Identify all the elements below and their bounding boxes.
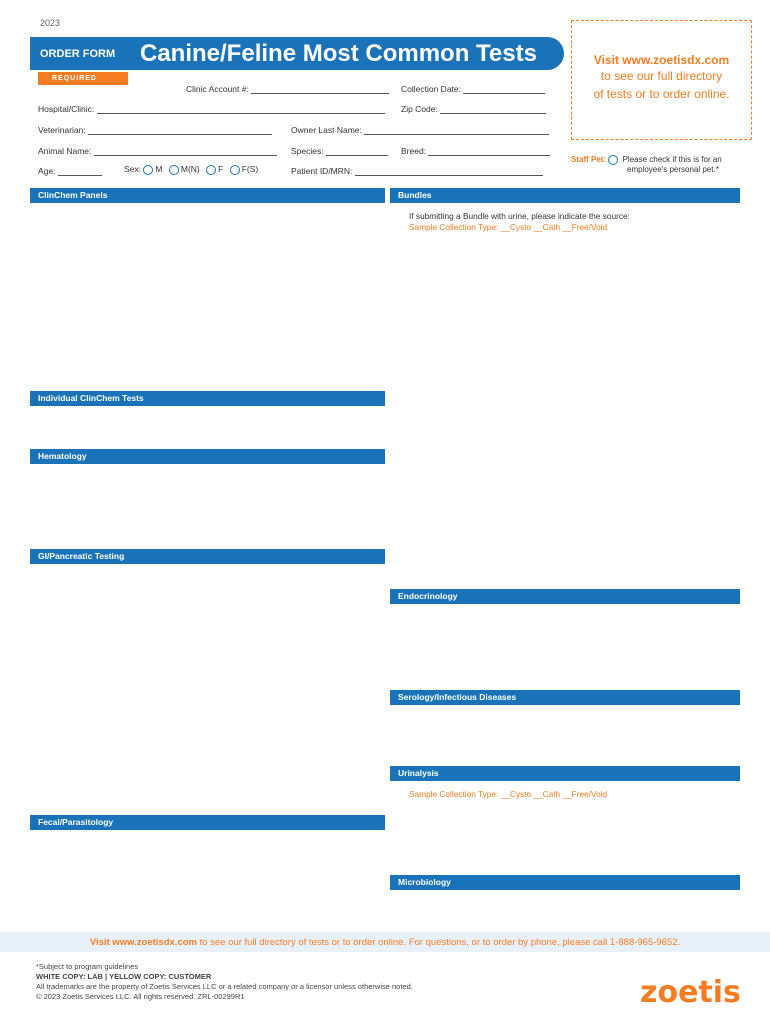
visit-link[interactable]: Visit www.zoetisdx.com: [593, 53, 730, 67]
owner-last-name-field[interactable]: Owner Last Name:: [291, 125, 549, 135]
required-label: REQUIRED: [38, 72, 128, 85]
footer-subject: *Subject to program guidelines: [36, 962, 139, 971]
species-field[interactable]: Species:: [291, 146, 388, 156]
section-urinalysis: Urinalysis: [390, 766, 740, 781]
sex-field: Sex: M M(N) F F(S): [124, 164, 259, 174]
section-fecal: Fecal/Parasitology: [30, 815, 385, 830]
bundles-sample-type: Sample Collection Type: __Cysto __Cath __Free/Void: [409, 222, 608, 232]
section-endocrinology: Endocrinology: [390, 589, 740, 604]
visit-box: [571, 20, 752, 140]
section-hematology: Hematology: [30, 449, 385, 464]
section-microbiology: Microbiology: [390, 875, 740, 890]
breed-field[interactable]: Breed:: [401, 146, 550, 156]
title-bar: [30, 37, 564, 70]
visit-line2: to see our full directory: [600, 69, 723, 83]
order-form-label: ORDER FORM: [40, 47, 116, 60]
sex-f-radio[interactable]: [206, 165, 216, 175]
urinalysis-sample-type: Sample Collection Type: __Cysto __Cath __Free/Void: [409, 789, 608, 799]
sex-m-radio[interactable]: [143, 165, 153, 175]
footer-visit: Visit www.zoetisdx.com to see our full directory of tests or to order online. For questions, or to order by phone, please call 1-888-965-9652.: [89, 937, 681, 948]
page-title: Canine/Feline Most Common Tests: [140, 39, 537, 67]
collection-date-field[interactable]: Collection Date:: [401, 84, 545, 94]
patient-id-field[interactable]: Patient ID/MRN:: [291, 166, 543, 176]
clinic-account-field[interactable]: Clinic Account #:: [186, 84, 389, 94]
zip-field[interactable]: Zip Code:: [401, 104, 546, 114]
footer-copyright: © 2023 Zoetis Services LLC. All rights reserved. ZRL-00299R1: [36, 992, 245, 1001]
staff-pet-checkbox[interactable]: [608, 155, 618, 165]
section-gi: GI/Pancreatic Testing: [30, 549, 385, 564]
veterinarian-field[interactable]: Veterinarian:: [38, 125, 272, 135]
age-field[interactable]: Age:: [38, 166, 102, 176]
visit-line3: of tests or to order online.: [593, 87, 730, 101]
footer-trademarks: All trademarks are the property of Zoetis Services LLC or a related company or a licensor unless otherwise noted.: [36, 982, 413, 991]
animal-name-field[interactable]: Animal Name:: [38, 146, 277, 156]
bundles-note: If submitting a Bundle with urine, please indicate the source:: [409, 211, 630, 221]
staff-pet: Staff Pet: Please check if this is for an employee's personal pet.*: [571, 155, 722, 174]
footer-copies: WHITE COPY: LAB | YELLOW COPY: CUSTOMER: [36, 972, 212, 981]
zoetis-logo: zoetis: [640, 975, 741, 1010]
section-bundles: Bundles: [390, 188, 740, 203]
hospital-field[interactable]: Hospital/Clinic:: [38, 104, 385, 114]
sex-fs-radio[interactable]: [230, 165, 240, 175]
section-individual: Individual ClinChem Tests: [30, 391, 385, 406]
year: 2023: [40, 18, 61, 28]
section-serology: Serology/Infectious Diseases: [390, 690, 740, 705]
sex-mn-radio[interactable]: [169, 165, 179, 175]
section-clinchem: ClinChem Panels: [30, 188, 385, 203]
